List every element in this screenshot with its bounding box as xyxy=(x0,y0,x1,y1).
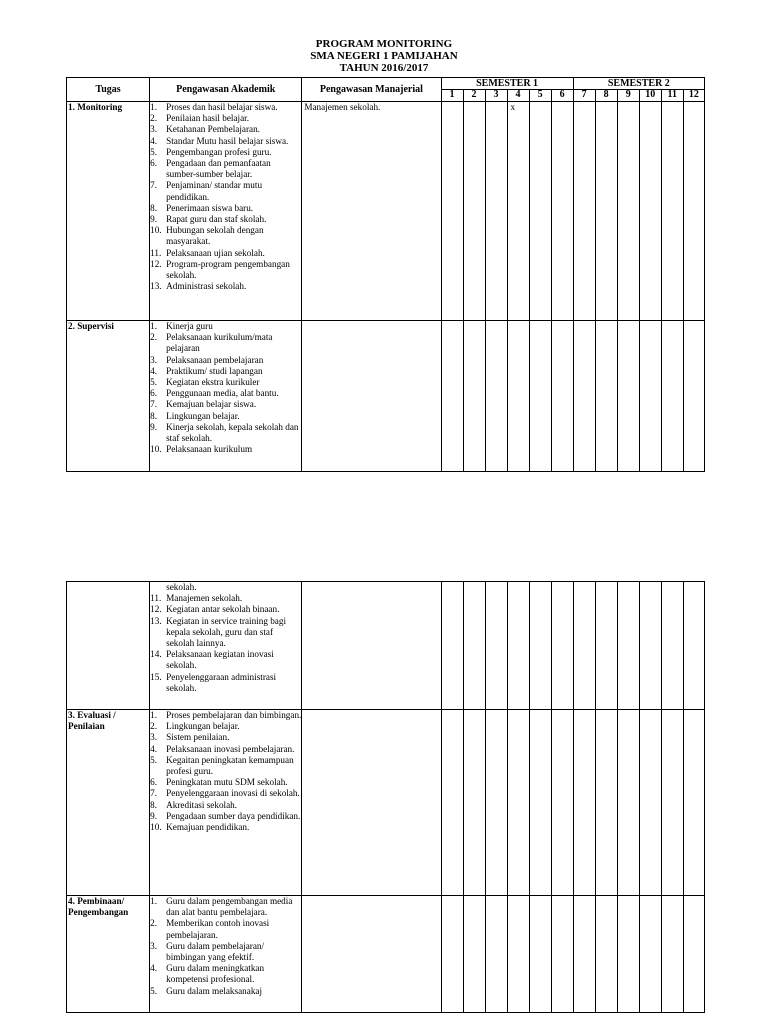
item-number: 10. xyxy=(150,225,162,236)
header-month-3: 3 xyxy=(485,90,507,102)
item-text: Pelaksanaan kegiatan inovasi sekolah. xyxy=(166,649,274,671)
item-text: Guru dalam pembelajaran/ bimbingan yang efektif. xyxy=(166,940,265,963)
item-text: Kinerja guru xyxy=(166,321,213,331)
schedule-cell-month-11 xyxy=(661,710,683,896)
list-item xyxy=(150,102,301,113)
item-number: 10. xyxy=(150,444,162,455)
item-text: Kemajuan pendidikan. xyxy=(166,822,250,833)
academic-item-list xyxy=(150,321,301,455)
header-pengawasan-manajerial: Pengawasan Manajerial xyxy=(302,78,441,102)
item-number: 4. xyxy=(150,135,157,146)
schedule-cell-month-8 xyxy=(595,896,617,1013)
managerial-supervision-cell xyxy=(302,710,441,896)
list-item xyxy=(150,321,301,332)
item-number: 6. xyxy=(150,158,157,169)
schedule-cell-month-6 xyxy=(551,896,573,1013)
header-month-12: 12 xyxy=(683,90,704,102)
schedule-cell-month-3 xyxy=(485,896,507,1013)
schedule-cell-month-4 xyxy=(507,896,529,1013)
list-item xyxy=(150,963,301,985)
item-text: Rapat guru dan staf skolah. xyxy=(166,214,267,225)
item-number: 7. xyxy=(150,180,157,191)
item-number: 2. xyxy=(150,113,157,124)
header-semester-2: SEMESTER 2 xyxy=(573,78,704,90)
schedule-cell-month-6 xyxy=(551,102,573,321)
schedule-cell-month-9 xyxy=(617,102,639,321)
item-text: sekolah. xyxy=(166,582,197,592)
item-text: Memberikan contoh inovasi pembelajaran. xyxy=(166,918,270,940)
schedule-cell-month-2 xyxy=(463,710,485,896)
item-text: Penilaian hasil belajar. xyxy=(166,113,250,124)
header-semester-1: SEMESTER 1 xyxy=(441,78,573,90)
item-number: 5. xyxy=(150,377,157,388)
schedule-cell-month-9 xyxy=(617,896,639,1013)
item-text: Manajemen sekolah. xyxy=(166,593,243,604)
item-number: 1. xyxy=(150,710,158,720)
academic-supervision-cell xyxy=(150,710,302,896)
monitoring-table-page1 xyxy=(66,77,705,472)
item-text: Guru dalam pengembangan media dan alat bantu pembelajara. xyxy=(166,896,293,918)
list-item xyxy=(150,721,301,732)
item-number: 1. xyxy=(150,102,157,112)
list-item xyxy=(150,259,301,281)
task-name: 4. Pembinaan/ Pengembangan xyxy=(67,896,150,1013)
item-text: Guru dalam melaksanakaj xyxy=(166,985,263,996)
table-row xyxy=(67,582,705,710)
schedule-cell-month-7 xyxy=(573,582,595,710)
schedule-cell-month-11 xyxy=(661,102,683,321)
item-number: 2. xyxy=(150,332,157,343)
item-number: 3. xyxy=(150,354,157,365)
list-item xyxy=(150,822,301,833)
item-text: Guru dalam meningkatkan kompetensi profesional. xyxy=(166,963,265,985)
schedule-cell-month-1 xyxy=(441,102,463,321)
item-number: 11. xyxy=(150,247,162,258)
list-item xyxy=(150,582,301,593)
schedule-cell-month-8 xyxy=(595,102,617,321)
item-number: 5. xyxy=(150,985,158,996)
schedule-cell-month-6 xyxy=(551,710,573,896)
item-number: 7. xyxy=(150,399,157,410)
schedule-cell-month-9 xyxy=(617,321,639,472)
schedule-cell-month-10 xyxy=(639,710,661,896)
item-text: Kegiatan ekstra kurikuler xyxy=(166,377,260,388)
list-item xyxy=(150,755,301,777)
header-month-8: 8 xyxy=(595,90,617,102)
schedule-cell-month-3 xyxy=(485,321,507,472)
item-text: Sistem penilaian. xyxy=(166,732,230,743)
schedule-cell-month-3 xyxy=(485,102,507,321)
list-item xyxy=(150,180,301,202)
academic-year: TAHUN 2016/2017 xyxy=(339,62,429,74)
item-number: 13. xyxy=(150,615,162,626)
item-number: 13. xyxy=(150,281,162,292)
schedule-cell-month-12 xyxy=(683,321,704,472)
header-month-10: 10 xyxy=(639,90,661,102)
item-number: 3. xyxy=(150,732,158,743)
item-text: Akreditasi sekolah. xyxy=(166,799,238,810)
item-text: Penerimaan siswa baru. xyxy=(166,202,254,213)
list-item xyxy=(150,918,301,940)
managerial-supervision-cell xyxy=(302,582,441,710)
list-item xyxy=(150,896,301,918)
schedule-cell-month-8 xyxy=(595,582,617,710)
schedule-cell-month-1 xyxy=(441,321,463,472)
list-item xyxy=(150,777,301,788)
item-text: Pengembangan profesi guru. xyxy=(166,146,272,157)
schedule-cell-month-5 xyxy=(529,321,551,472)
school-name: SMA NEGERI 1 PAMIJAHAN xyxy=(310,50,458,62)
item-text: Penggunaan media, alat bantu. xyxy=(166,388,279,399)
schedule-cell-month-11 xyxy=(661,582,683,710)
schedule-cell-month-7 xyxy=(573,321,595,472)
task-name: 2. Supervisi xyxy=(67,321,150,472)
item-text: Peningkatan mutu SDM sekolah. xyxy=(166,777,288,788)
item-number: 10. xyxy=(150,822,162,833)
schedule-cell-month-4 xyxy=(507,582,529,710)
list-item xyxy=(150,136,301,147)
schedule-cell-month-8 xyxy=(595,321,617,472)
list-item xyxy=(150,422,301,444)
header-month-11: 11 xyxy=(661,90,683,102)
schedule-cell-month-9 xyxy=(617,710,639,896)
item-text: Pelaksanaan pembelajaran xyxy=(166,354,264,365)
academic-supervision-cell xyxy=(150,321,302,472)
schedule-cell-month-7 xyxy=(573,896,595,1013)
list-item xyxy=(150,941,301,963)
item-text: Pengadaan dan pemanfaatan sumber-sumber belajar. xyxy=(166,158,271,180)
schedule-cell-month-10 xyxy=(639,896,661,1013)
item-number: 1. xyxy=(150,896,158,906)
list-item xyxy=(150,113,301,124)
item-text: Lingkungan belajar. xyxy=(166,410,240,421)
item-text: Pelaksanaan inovasi pembelajaran. xyxy=(166,743,295,754)
item-text: Kemajuan belajar siswa. xyxy=(166,399,257,410)
list-item xyxy=(150,593,301,604)
item-text: Ketahanan Pembelajaran. xyxy=(166,124,260,135)
item-text: Proses pembelajaran dan bimbingan. xyxy=(166,710,302,720)
item-number: 12. xyxy=(150,258,162,269)
item-number: 9. xyxy=(150,214,157,225)
monitoring-table-page2 xyxy=(66,581,705,1013)
item-number: 2. xyxy=(150,721,158,732)
item-text: Lingkungan belajar. xyxy=(166,721,240,732)
list-item xyxy=(150,147,301,158)
item-number: 9. xyxy=(150,810,158,821)
list-item xyxy=(150,800,301,811)
item-text: Administrasi sekolah. xyxy=(166,281,247,292)
item-text: Penyelenggaraan administrasi sekolah. xyxy=(166,671,277,693)
item-number: 5. xyxy=(150,754,158,765)
item-number: 6. xyxy=(150,777,158,788)
schedule-cell-month-6 xyxy=(551,321,573,472)
schedule-cell-month-3 xyxy=(485,582,507,710)
header-month-5: 5 xyxy=(529,90,551,102)
academic-item-list xyxy=(150,582,301,694)
header-month-2: 2 xyxy=(463,90,485,102)
task-name: 1. Monitoring xyxy=(67,102,150,321)
list-item xyxy=(150,124,301,135)
item-number: 2. xyxy=(150,918,158,929)
table-row xyxy=(67,102,705,321)
header-pengawasan-akademik: Pengawasan Akademik xyxy=(150,78,302,102)
schedule-cell-month-2 xyxy=(463,102,485,321)
header-month-4: 4 xyxy=(507,90,529,102)
list-item xyxy=(150,366,301,377)
schedule-cell-month-11 xyxy=(661,321,683,472)
list-item xyxy=(150,377,301,388)
item-number: 7. xyxy=(150,788,158,799)
academic-supervision-cell xyxy=(150,582,302,710)
schedule-cell-month-7 xyxy=(573,102,595,321)
academic-item-list xyxy=(150,896,301,997)
schedule-cell-month-5 xyxy=(529,582,551,710)
task-name: 3. Evaluasi / Penilaian xyxy=(67,710,150,896)
item-number: 15. xyxy=(150,671,162,682)
academic-item-list xyxy=(150,710,301,833)
list-item xyxy=(150,158,301,180)
list-item xyxy=(150,672,301,694)
schedule-cell-month-1 xyxy=(441,582,463,710)
item-number: 8. xyxy=(150,410,157,421)
item-text: Pelaksanaan ujian sekolah. xyxy=(166,247,265,258)
item-number: 9. xyxy=(150,421,157,432)
item-text: Pelaksanaan kurikulum/mata pelajaran xyxy=(166,332,273,354)
list-item xyxy=(150,604,301,615)
academic-supervision-cell xyxy=(150,896,302,1013)
list-item xyxy=(150,649,301,671)
schedule-cell-month-9 xyxy=(617,582,639,710)
list-item xyxy=(150,986,301,997)
item-text: Penjaminan/ standar mutu pendidikan. xyxy=(166,180,263,202)
schedule-cell-month-5 xyxy=(529,896,551,1013)
header-tugas: Tugas xyxy=(67,78,150,102)
list-item xyxy=(150,399,301,410)
table-row xyxy=(67,710,705,896)
list-item xyxy=(150,811,301,822)
schedule-cell-month-12 xyxy=(683,102,704,321)
item-text: Penyelenggaraan inovasi di sekolah. xyxy=(166,788,300,799)
schedule-cell-month-11 xyxy=(661,896,683,1013)
schedule-cell-month-12 xyxy=(683,582,704,710)
list-item xyxy=(150,355,301,366)
item-number: 14. xyxy=(150,649,162,660)
item-text: Praktikum/ studi lapangan xyxy=(166,365,263,376)
academic-supervision-cell xyxy=(150,102,302,321)
schedule-cell-month-12 xyxy=(683,896,704,1013)
schedule-cell-month-5 xyxy=(529,710,551,896)
schedule-mark: x xyxy=(507,102,529,321)
schedule-cell-month-5 xyxy=(529,102,551,321)
schedule-cell-month-2 xyxy=(463,321,485,472)
schedule-cell-month-7 xyxy=(573,710,595,896)
task-name xyxy=(67,582,150,710)
item-number: 8. xyxy=(150,799,158,810)
list-item xyxy=(150,444,301,455)
schedule-cell-month-1 xyxy=(441,710,463,896)
item-number: 11. xyxy=(150,593,162,604)
header-month-1: 1 xyxy=(441,90,463,102)
item-number: 12. xyxy=(150,604,162,615)
item-number: 5. xyxy=(150,146,157,157)
item-text: Hubungan sekolah dengan masyarakat. xyxy=(166,225,264,247)
item-number: 4. xyxy=(150,743,158,754)
item-number: 6. xyxy=(150,388,157,399)
managerial-supervision-cell xyxy=(302,896,441,1013)
list-item xyxy=(150,281,301,292)
table-row xyxy=(67,896,705,1013)
schedule-cell-month-10 xyxy=(639,102,661,321)
schedule-cell-month-2 xyxy=(463,582,485,710)
item-number: 8. xyxy=(150,202,157,213)
list-item xyxy=(150,388,301,399)
managerial-supervision-cell xyxy=(302,321,441,472)
item-text: Kinerja sekolah, kepala sekolah dan staf sekolah. xyxy=(166,421,299,444)
list-item xyxy=(150,214,301,225)
schedule-cell-month-10 xyxy=(639,582,661,710)
schedule-cell-month-4 xyxy=(507,710,529,896)
item-number: 1. xyxy=(150,321,157,331)
list-item xyxy=(150,732,301,743)
schedule-cell-month-1 xyxy=(441,896,463,1013)
list-item xyxy=(150,248,301,259)
list-item xyxy=(150,616,301,650)
document-title: PROGRAM MONITORING xyxy=(315,38,453,50)
item-text: Kegaitan peningkatan kemampuan profesi guru. xyxy=(166,754,294,777)
list-item xyxy=(150,203,301,214)
item-text: Pengadaan sumber daya pendidikan. xyxy=(166,810,301,821)
list-item xyxy=(150,332,301,354)
item-text: Standar Mutu hasil belajar siswa. xyxy=(166,135,289,146)
item-number: 4. xyxy=(150,963,158,974)
list-item xyxy=(150,788,301,799)
academic-item-list xyxy=(150,102,301,292)
table-row xyxy=(67,321,705,472)
schedule-cell-month-6 xyxy=(551,582,573,710)
schedule-cell-month-2 xyxy=(463,896,485,1013)
list-item xyxy=(150,411,301,422)
header-month-9: 9 xyxy=(617,90,639,102)
item-text: Program-program pengembangan sekolah. xyxy=(166,258,290,281)
item-text: Kegiatan in service training bagi kepala sekolah, guru dan staf sekolah lainnya. xyxy=(166,615,287,649)
item-text: Pelaksanaan kurikulum xyxy=(166,444,253,455)
item-number: 3. xyxy=(150,940,158,951)
item-number: 4. xyxy=(150,365,157,376)
item-number: 3. xyxy=(150,124,157,135)
item-text: Kegiatan antar sekolah binaan. xyxy=(166,604,280,615)
item-text: Proses dan hasil belajar siswa. xyxy=(166,102,278,112)
schedule-cell-month-3 xyxy=(485,710,507,896)
list-item xyxy=(150,710,301,721)
schedule-cell-month-10 xyxy=(639,321,661,472)
schedule-cell-month-12 xyxy=(683,710,704,896)
managerial-supervision-cell: Manajemen sekolah. xyxy=(302,102,441,321)
list-item xyxy=(150,225,301,247)
header-month-6: 6 xyxy=(551,90,573,102)
schedule-cell-month-4 xyxy=(507,321,529,472)
header-month-7: 7 xyxy=(573,90,595,102)
schedule-cell-month-8 xyxy=(595,710,617,896)
list-item xyxy=(150,744,301,755)
